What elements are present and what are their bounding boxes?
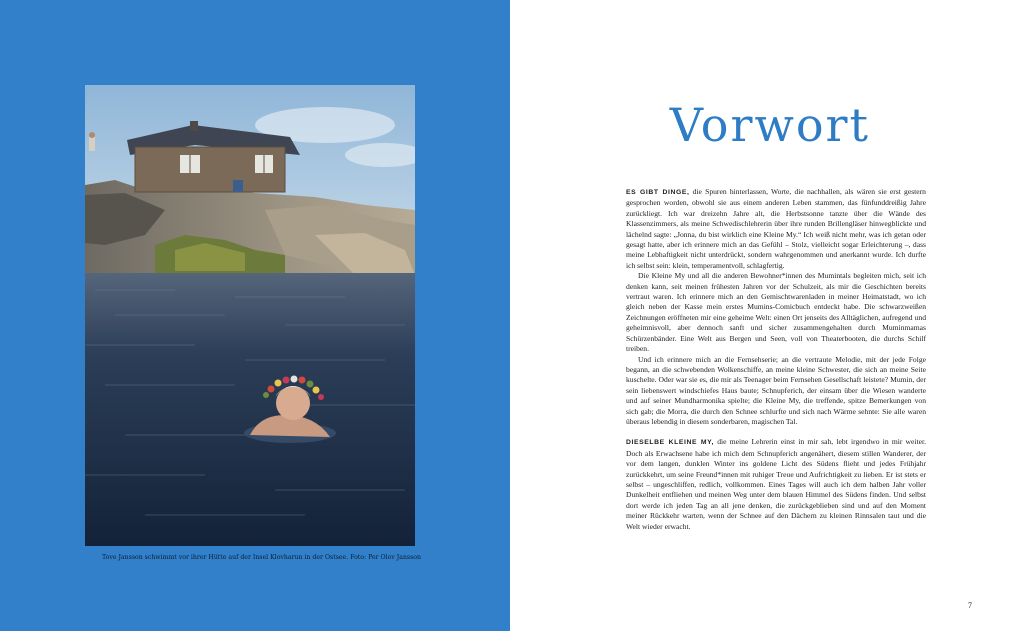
paragraph-text: Die Kleine My und all die anderen Bewohner*innen des Mumintals begleiten mich, seit ich denken kann, seit meinen frühesten Jahren vor der Schulzeit, als mir die Geschichten bereits vertraut waren. Ich erinnere mich an den Gemischtwarenladen in meiner Heimatstadt, wo ich gleich neben der Kasse mein erstes Mumins-Comicbuch entdeckt habe. Die schwarzweißen Zeichnungen eröffneten mir eine geheime Welt: einen Ort jenseits des Alltäglichen, aufregend und geheimnisvoll, aber dennoch sanft und sicher zusammengehalten durch Muminmamas Schürzenbänder. Eine Welt aus Bergen und Seen, voll von Theaterbooten, die durchs Schilf treiben. xyxy=(626,271,926,354)
paragraph-text: die meine Lehrerin einst in mir sah, lebt irgendwo in mir weiter. Doch als Erwachsene habe ich mich dem Schnupferich angenähert, diesem stillen Wanderer, der vor dem langen, dunklen Winter ins goldene Licht des Südens flieht und jedes Frühjahr zurückkehrt, um seine Freund*innen mit ruhiger Treue und Aufrichtigkeit zu lieben. Er ist stets er selbst – ungeschliffen, redlich, vollkommen. Eines Tages will auch ich dem halben Jahr voller Dunkelheit entfliehen und meinen Weg unter dem blauen Himmel des Südens finden. Und selbst dort werde ich jeden Tag an all jene denken, die zurückgeblieben sind und auf den Moment meiner Rückkehr warten, wenn der Schnee auf den Dächern zu kleinen Rinnsalen taut und die Welt wieder erwacht. xyxy=(626,437,927,531)
paragraph xyxy=(626,271,926,354)
page-title: Vorwort xyxy=(669,98,870,152)
paragraph xyxy=(626,355,926,428)
photo-caption: Tove Jansson schwimmt vor ihrer Hütte auf der Insel Klovharun in der Ostsee. Foto: Per Olov Jansson xyxy=(102,554,421,561)
paragraph xyxy=(626,437,926,532)
paragraph-text: Und ich erinnere mich an die Fernsehserie; an die vertraute Melodie, mit der jede Folge begann, an die schwebenden Wolkenschiffe, an meine kleine Schwester, die sich an meine Seite kuschelte. Oder war sie es, die mir als Teenager beim Fernsehen Gesellschaft leistete? Mumin, der sein liebenswert windschiefes Haus baute; Schnupferich, der einsam über die Wiesen wanderte und auf seiner Mundharmonika spielte; die Kleine My, die treffende, spitze Bemerkungen von sich gab; die Morra, die durch den Schnee schlurfte und sich nach Wärme sehnte: Sie alle waren überaus lebendig in diesem sonderbaren, magischen Tal. xyxy=(626,354,926,426)
lead-in: DIESELBE KLEINE MY, xyxy=(626,439,715,447)
lead-in: ES GIBT DINGE, xyxy=(626,189,690,196)
body-text xyxy=(626,187,926,532)
paragraph xyxy=(626,187,926,271)
paragraph-text: die Spuren hinterlassen, Worte, die nachhallen, als wären sie erst gestern gesprochen worden, obwohl sie aus einem anderen Leben stammen, das fünfunddreißig Jahre zurückliegt. Ich war dreizehn Jahre alt, die Herbstsonne tanzte über die Wände des Klassenzimmers, als meine Schwedischlehrerin über ihre runden Brillengläser hinwegblickte und lächelnd sagte: „Jonna, du bist wirklich eine Kleine My.“ Ich weiß nicht mehr, was ich getan oder gesagt hatte, aber ich erinnere mich an das Gefühl – Stolz, vielleicht sogar Erleichterung –, dass meine Lebhaftigkeit nicht unterdrückt, sondern wahrgenommen und anerkannt wurde. Ich durfte ich selbst sein: klein, temperamentvoll, schlagfertig. xyxy=(626,187,926,270)
right-page xyxy=(510,0,1020,631)
photo-swimmer-hut xyxy=(85,85,415,546)
page-number: 7 xyxy=(968,601,972,610)
